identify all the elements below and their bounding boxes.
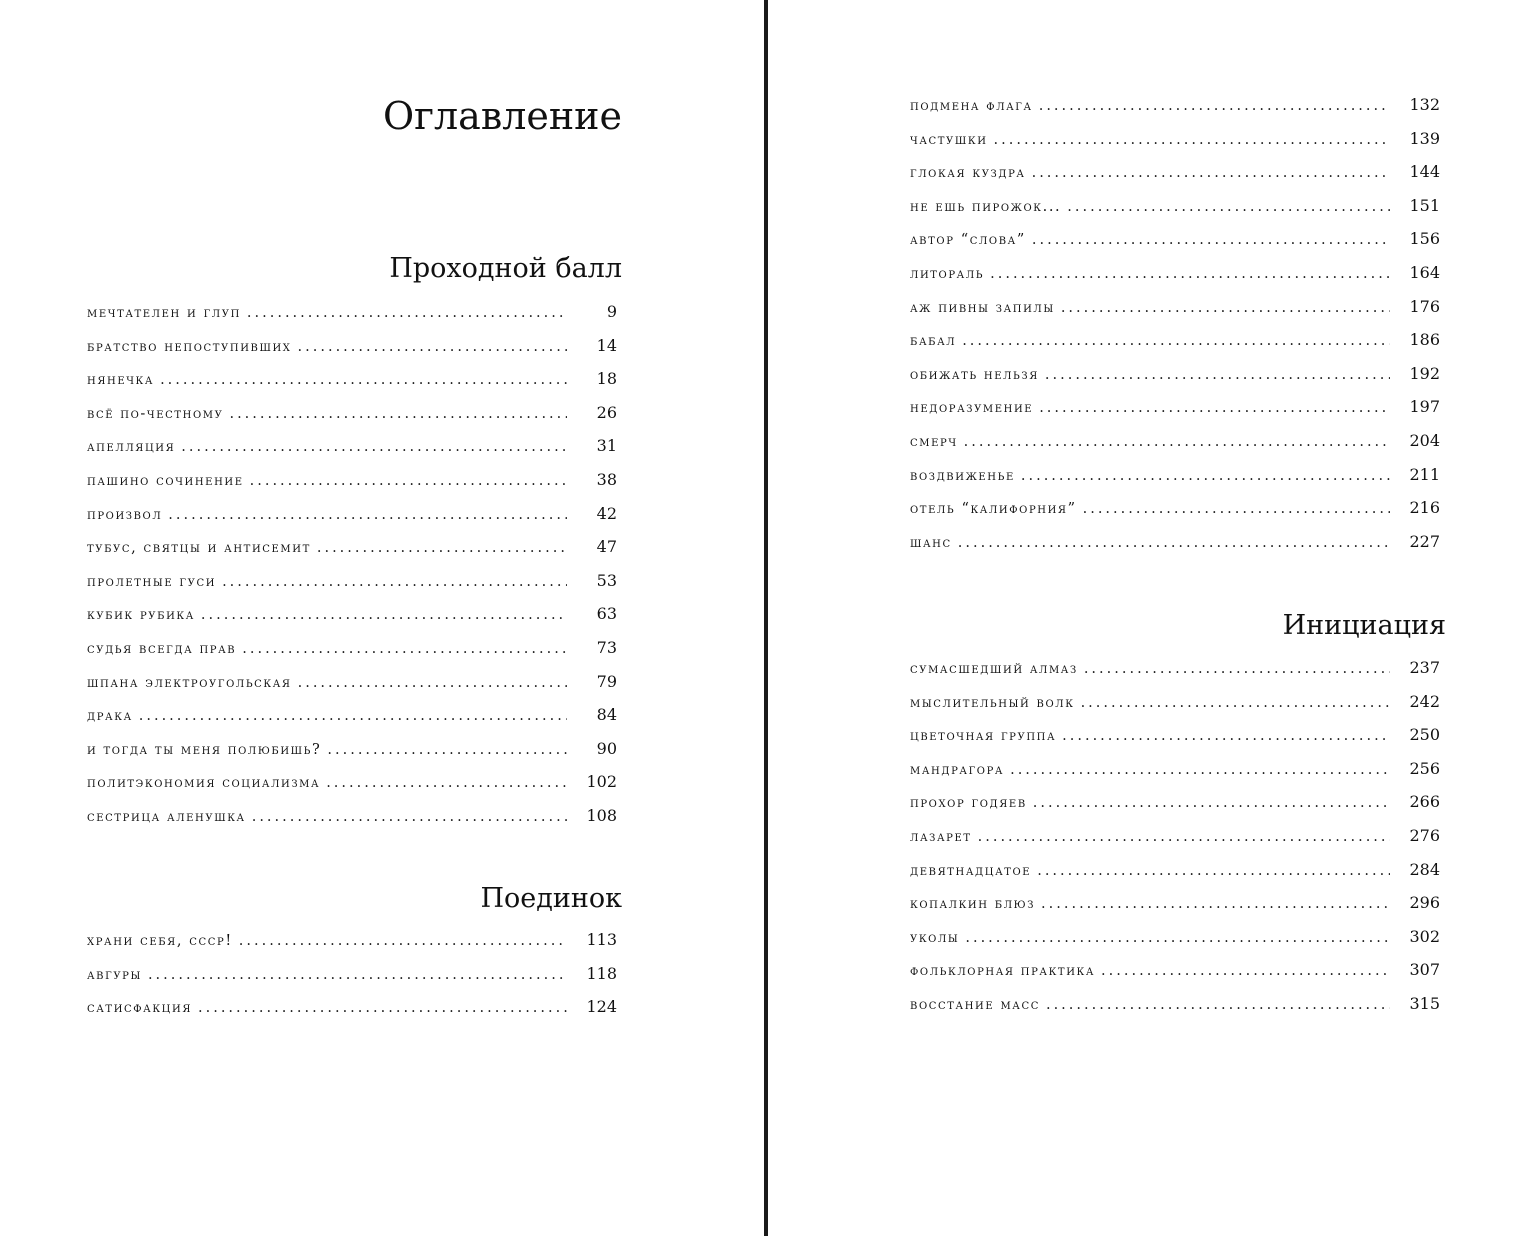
toc-entry	[910, 927, 1440, 961]
section-title: Поединок	[480, 883, 622, 914]
dot-leader	[1032, 232, 1390, 248]
dot-leader	[958, 535, 1390, 551]
dot-leader	[1033, 795, 1390, 811]
toc-entry	[87, 604, 617, 638]
toc-entry-page: 216	[1409, 498, 1440, 518]
toc-entry-page: 176	[1409, 296, 1440, 316]
dot-leader	[198, 1000, 567, 1016]
toc-entry	[87, 470, 617, 504]
toc-entry	[910, 263, 1440, 297]
toc-entry-page: 47	[596, 537, 617, 557]
toc-entry-page: 315	[1409, 993, 1440, 1013]
dot-leader	[247, 305, 567, 321]
dot-leader	[1032, 165, 1390, 181]
toc-entry-title: мандрагора	[910, 761, 1005, 778]
dot-leader	[1010, 762, 1390, 778]
toc-entry-title: копалкин блюз	[910, 896, 1036, 913]
toc-entry-page: 132	[1409, 95, 1440, 114]
toc-entry-title: мечтателен и глуп	[87, 305, 241, 321]
toc-entry	[910, 893, 1440, 927]
dot-leader	[222, 574, 567, 590]
toc-entry-page: 144	[1409, 162, 1440, 182]
toc-entry-page: 197	[1409, 397, 1440, 417]
dot-leader	[1067, 199, 1390, 215]
toc-entry	[87, 806, 617, 840]
toc-entry-title: бабал	[910, 333, 957, 350]
dot-leader	[1039, 98, 1390, 114]
dot-leader	[962, 333, 1390, 349]
toc-entry-title: смерч	[910, 433, 958, 450]
toc-entry	[87, 302, 617, 336]
toc-entry-page: 113	[586, 930, 617, 949]
toc-entry-title: не ешь пирожок...	[910, 198, 1062, 215]
toc-entry-title: пролетные гуси	[87, 573, 217, 590]
toc-entry	[87, 403, 617, 437]
toc-entry	[87, 930, 617, 964]
toc-entry	[910, 364, 1440, 398]
toc-list	[910, 95, 1440, 565]
toc-entry-page: 186	[1409, 330, 1440, 350]
dot-leader	[1046, 997, 1390, 1013]
toc-entry	[87, 638, 617, 672]
toc-entry-title: кубик рубика	[87, 607, 195, 624]
toc-entry-title: пашино сочинение	[87, 472, 244, 489]
toc-entry-page: 14	[596, 335, 617, 355]
toc-entry	[910, 759, 1440, 793]
toc-entry	[87, 336, 617, 370]
toc-entry	[910, 129, 1440, 163]
dot-leader	[298, 339, 567, 355]
toc-entry-title: шанс	[910, 534, 952, 551]
toc-entry	[910, 826, 1440, 860]
toc-entry-title: восстание масс	[910, 996, 1040, 1013]
toc-entry-title: братство непоступивших	[87, 338, 292, 355]
toc-entry	[910, 330, 1440, 364]
dot-leader	[1045, 367, 1390, 383]
toc-entry-page: 151	[1409, 195, 1440, 215]
toc-entry	[910, 162, 1440, 196]
toc-entry	[910, 532, 1440, 566]
toc-entry-page: 192	[1409, 363, 1440, 383]
toc-entry-title: шпана электроугольская	[87, 674, 292, 691]
dot-leader	[229, 406, 567, 422]
toc-entry-page: 26	[596, 402, 617, 422]
toc-entry-page: 266	[1409, 792, 1440, 812]
toc-entry	[87, 672, 617, 706]
toc-entry-page: 164	[1409, 262, 1440, 282]
toc-entry	[87, 571, 617, 605]
toc-entry-page: 276	[1409, 825, 1440, 845]
dot-leader	[994, 132, 1390, 148]
dot-leader	[139, 708, 567, 724]
dot-leader	[317, 540, 567, 556]
toc-entry-title: тубус, святцы и антисемит	[87, 540, 311, 557]
toc-entry	[87, 705, 617, 739]
dot-leader	[964, 434, 1390, 450]
toc-entry-title: сестрица аленушка	[87, 808, 246, 825]
toc-entry-title: апелляция	[87, 439, 176, 456]
toc-entry-page: 211	[1409, 464, 1440, 484]
toc-entry-page: 63	[596, 604, 617, 624]
toc-entry-title: литораль	[910, 265, 985, 282]
toc-entry	[910, 725, 1440, 759]
dot-leader	[1083, 501, 1390, 517]
toc-entry-page: 296	[1409, 893, 1440, 913]
toc-entry-page: 84	[596, 705, 617, 725]
toc-entry-page: 118	[586, 963, 617, 983]
dot-leader	[239, 933, 567, 949]
toc-entry-page: 42	[596, 503, 617, 523]
toc-entry	[87, 739, 617, 773]
dot-leader	[327, 742, 567, 758]
dot-leader	[250, 473, 567, 489]
dot-leader	[160, 372, 567, 388]
toc-entry	[87, 369, 617, 403]
left-page	[0, 0, 764, 1236]
toc-entry-title: цветочная группа	[910, 728, 1057, 745]
toc-entry-title: обижать нельзя	[910, 366, 1039, 383]
toc-entry-title: девятнадцатое	[910, 862, 1032, 879]
dot-leader	[242, 641, 567, 657]
toc-entry-page: 124	[586, 997, 617, 1017]
toc-entry	[910, 498, 1440, 532]
toc-entry-title: сатисфакция	[87, 1000, 192, 1017]
toc-entry-page: 237	[1409, 658, 1440, 677]
toc-entry-page: 38	[596, 469, 617, 489]
toc-entry	[910, 397, 1440, 431]
dot-leader	[1041, 896, 1390, 912]
toc-entry	[910, 465, 1440, 499]
toc-entry-page: 242	[1409, 691, 1440, 711]
toc-list	[87, 930, 617, 1031]
toc-entry-title: произвол	[87, 506, 163, 523]
toc-entry-page: 284	[1409, 859, 1440, 879]
toc-entry-page: 307	[1409, 960, 1440, 980]
toc-entry-page: 90	[596, 738, 617, 758]
toc-entry	[910, 692, 1440, 726]
toc-entry-title: подмена флага	[910, 98, 1033, 114]
dot-leader	[990, 266, 1390, 282]
dot-leader	[978, 829, 1390, 845]
dot-leader	[1081, 695, 1390, 711]
toc-entry-title: прохор годяев	[910, 795, 1027, 812]
section-title: Проходной балл	[389, 253, 622, 284]
toc-entry	[910, 229, 1440, 263]
dot-leader	[1021, 468, 1390, 484]
toc-entry	[87, 537, 617, 571]
toc-entry-title: фольклорная практика	[910, 963, 1096, 980]
toc-entry-title: нянечка	[87, 372, 155, 389]
toc-entry-title: сумасшедший алмаз	[910, 661, 1078, 677]
toc-entry	[87, 504, 617, 538]
toc-entry	[910, 960, 1440, 994]
toc-entry-page: 256	[1409, 758, 1440, 778]
toc-entry-title: недоразумение	[910, 400, 1034, 417]
toc-entry	[910, 196, 1440, 230]
toc-entry-page: 9	[606, 302, 617, 321]
toc-entry-page: 156	[1409, 229, 1440, 249]
toc-entry-page: 227	[1409, 531, 1440, 551]
toc-entry-title: автор “слова”	[910, 232, 1026, 249]
dot-leader	[168, 507, 567, 523]
toc-entry-title: уколы	[910, 929, 960, 946]
toc-entry	[910, 658, 1440, 692]
dot-leader	[965, 930, 1390, 946]
toc-entry-page: 102	[586, 772, 617, 792]
toc-entry-page: 139	[1409, 128, 1440, 148]
toc-entry	[910, 792, 1440, 826]
toc-entry-page: 108	[586, 805, 617, 825]
dot-leader	[181, 439, 567, 455]
section-title: Инициация	[1282, 610, 1446, 641]
toc-entry-page: 204	[1409, 430, 1440, 450]
toc-entry-page: 250	[1409, 725, 1440, 745]
toc-entry-title: отель “калифорния”	[910, 501, 1077, 518]
toc-entry-title: воздвиженье	[910, 467, 1015, 484]
toc-entry-title: лазарет	[910, 828, 972, 845]
toc-entry-title: мыслительный волк	[910, 694, 1075, 711]
toc-entry	[87, 997, 617, 1031]
right-page	[768, 0, 1536, 1236]
dot-leader	[1084, 661, 1390, 677]
toc-entry-title: авгуры	[87, 966, 142, 983]
dot-leader	[148, 967, 567, 983]
toc-entry-title: и тогда ты меня полюбишь?	[87, 741, 322, 758]
dot-leader	[252, 809, 567, 825]
toc-entry	[910, 860, 1440, 894]
toc-entry-page: 53	[596, 570, 617, 590]
toc-entry	[910, 994, 1440, 1028]
toc-entry-page: 79	[596, 671, 617, 691]
toc-entry-title: глокая куздра	[910, 165, 1026, 182]
toc-list	[910, 658, 1440, 1028]
toc-entry	[87, 964, 617, 998]
dot-leader	[326, 775, 567, 791]
toc-heading: Оглавление	[382, 94, 622, 138]
toc-entry-title: политэкономия социализма	[87, 775, 321, 792]
toc-entry-page: 18	[596, 369, 617, 389]
dot-leader	[201, 607, 567, 623]
toc-entry	[910, 95, 1440, 129]
dot-leader	[1101, 963, 1390, 979]
toc-entry-title: судья всегда прав	[87, 640, 237, 657]
toc-entry-page: 31	[596, 436, 617, 456]
toc-entry-title: аж пивны запилы	[910, 299, 1055, 316]
toc-list	[87, 302, 617, 840]
toc-entry	[87, 772, 617, 806]
toc-entry-title: храни себя, ссср!	[87, 933, 233, 949]
toc-entry	[910, 431, 1440, 465]
toc-entry	[87, 436, 617, 470]
toc-entry-title: частушки	[910, 131, 988, 148]
dot-leader	[1061, 300, 1390, 316]
toc-entry	[910, 297, 1440, 331]
dot-leader	[298, 675, 567, 691]
toc-entry-page: 302	[1409, 926, 1440, 946]
dot-leader	[1062, 728, 1390, 744]
dot-leader	[1039, 400, 1390, 416]
toc-entry-page: 73	[596, 637, 617, 657]
toc-entry-title: всё по-честному	[87, 405, 224, 422]
toc-entry-title: драка	[87, 708, 133, 725]
dot-leader	[1037, 863, 1390, 879]
